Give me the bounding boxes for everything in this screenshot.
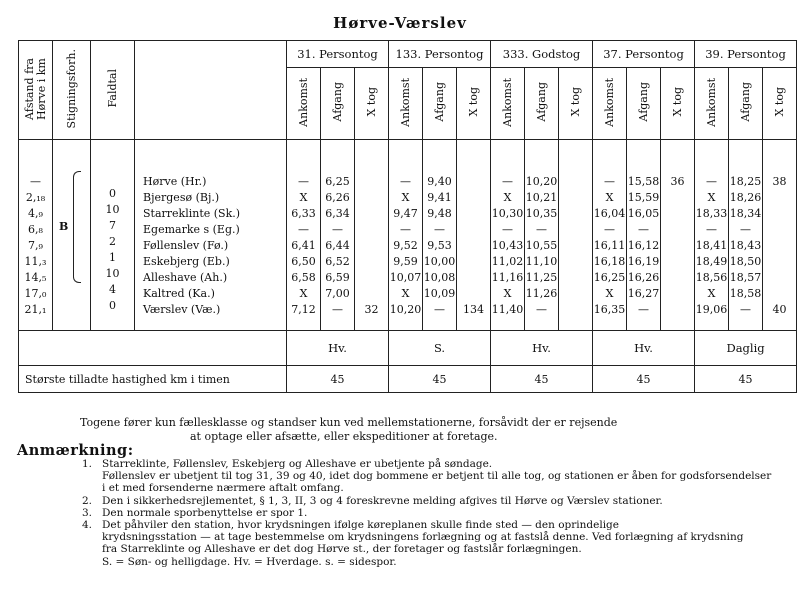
cell-value: [559, 174, 592, 190]
cell-value: 10,43: [491, 239, 524, 252]
t133-xtrain: [457, 140, 491, 331]
cell-value: [763, 190, 796, 206]
cell-value: 6,59: [325, 271, 350, 284]
cell-value: 18,34: [729, 207, 762, 220]
cell-value: —: [706, 223, 718, 236]
cell-value: [661, 190, 694, 206]
cell-value: [457, 254, 490, 270]
cell-value: 10,08: [423, 271, 456, 284]
t333-xtrain: [559, 140, 593, 331]
cell-value: [661, 270, 694, 286]
cell-value: 10: [105, 203, 120, 216]
cell-value: [355, 270, 388, 286]
cell-value: [355, 174, 388, 190]
cell-value: X: [707, 287, 716, 300]
cell-value: 9,53: [427, 239, 452, 252]
t333-arrivals: [491, 140, 525, 331]
cell-value: 9,59: [393, 255, 418, 268]
cell-value: 7,00: [325, 287, 350, 300]
cell-value: [559, 286, 592, 302]
cell-value: X: [503, 287, 512, 300]
cell-value: —: [400, 175, 411, 188]
cell-value: —: [502, 223, 514, 236]
cell-value: [355, 286, 388, 302]
cell-value: —: [706, 175, 718, 188]
cell-value: [559, 206, 592, 222]
cell-value: [661, 238, 694, 254]
cell-value: 6,33: [291, 207, 316, 220]
cell-value: [763, 238, 796, 254]
cell-value: 10,00: [423, 255, 456, 268]
departure-header: Afgang: [729, 68, 763, 140]
cell-value: [661, 206, 694, 222]
timetable: [18, 40, 797, 393]
cell-value: —: [740, 223, 752, 236]
cell-value: [661, 286, 694, 302]
t39-departures: [729, 140, 763, 331]
cell-value: Værslev (Væ.): [143, 303, 221, 316]
gradient-class: B: [59, 220, 69, 233]
cell-value: 4: [109, 283, 116, 296]
cell-value: 9,48: [427, 207, 452, 220]
cell-value: 10,55: [525, 239, 558, 252]
cell-value: 10: [105, 267, 120, 280]
train-37-header: 37. Persontog: [593, 41, 695, 68]
cell-value: X: [503, 191, 512, 204]
gradient-column: [91, 140, 135, 331]
cell-value: —: [604, 175, 616, 188]
speed-label: Største tilladte hastighed km i timen: [19, 366, 287, 393]
t31-departures: [321, 140, 355, 331]
cell-value: [457, 286, 490, 302]
t37-xtrain: [661, 140, 695, 331]
xtrain-header: X tog: [661, 68, 695, 140]
cell-value: [559, 190, 592, 206]
xtrain-header: X tog: [355, 68, 389, 140]
speed-cell: 45: [593, 366, 695, 393]
cell-value: —: [434, 223, 445, 236]
cell-value: 6,25: [325, 175, 350, 188]
cell-value: 18,50: [729, 255, 762, 268]
t37-arrivals: [593, 140, 627, 331]
cell-value: 6,58: [291, 271, 316, 284]
distance-column: [19, 140, 53, 331]
note-line: 3. Den normale sporbenyttelse er spor 1.: [82, 506, 308, 519]
cell-value: 38: [772, 175, 787, 188]
days-cell: S.: [389, 331, 491, 366]
t333-departures: [525, 140, 559, 331]
train-133-header: 133. Persontog: [389, 41, 491, 68]
cell-value: 2: [109, 235, 116, 248]
note-line: fra Starreklinte og Alleshave er det dog Hørve st., der foretager og fastslår forlægningen.: [102, 543, 582, 556]
cell-value: 14,₅: [24, 271, 47, 284]
cell-value: [457, 174, 490, 190]
cell-value: [559, 238, 592, 254]
cell-value: 0: [109, 299, 116, 312]
speed-cell: 45: [287, 366, 389, 393]
cell-value: 9,52: [393, 239, 418, 252]
note-line: i et med forsenderne nærmere aftalt omfang.: [102, 482, 344, 495]
cell-value: 18,33: [695, 207, 728, 220]
cell-value: [355, 190, 388, 206]
cell-value: —: [332, 303, 343, 316]
cell-value: 15,58: [627, 175, 660, 188]
cell-value: 18,57: [729, 271, 762, 284]
speed-cell: 45: [491, 366, 593, 393]
cell-value: —: [298, 223, 309, 236]
t133-arrivals: [389, 140, 423, 331]
arrival-header: Ankomst: [695, 68, 729, 140]
departure-header: Afgang: [627, 68, 661, 140]
cell-value: 10,21: [525, 191, 558, 204]
note-line: S. = Søn- og helligdage. Hv. = Hverdage. s. = sidespor.: [102, 555, 397, 568]
gradient-header: Faldtal: [91, 41, 135, 140]
note-line: krydsningsstation — at tage bestemmelse om krydsningens forlægning og at fastslå denne. Ved forlægning af krydsning: [102, 531, 744, 544]
cell-value: 6,₈: [28, 223, 43, 236]
cell-value: 16,25: [593, 271, 626, 284]
notes-list: [82, 458, 787, 568]
cell-value: [355, 254, 388, 270]
cell-value: [457, 206, 490, 222]
cell-value: 6,26: [325, 191, 350, 204]
cell-value: X: [401, 191, 410, 204]
note-line: Føllenslev er ubetjent til tog 31, 39 og 40, idet dog bommene er betjent til alle tog, og stationen er åben for godsforsendelser: [102, 470, 772, 483]
cell-value: X: [401, 287, 410, 300]
cell-value: 1: [109, 251, 116, 264]
cell-value: 11,25: [525, 271, 558, 284]
cell-value: [457, 270, 490, 286]
cell-value: Eskebjerg (Eb.): [143, 255, 230, 268]
arrival-header: Ankomst: [287, 68, 321, 140]
arrival-header: Ankomst: [491, 68, 525, 140]
cell-value: 134: [463, 303, 484, 316]
cell-value: 15,59: [627, 191, 660, 204]
cell-value: Egemarke s (Eg.): [143, 223, 240, 236]
cell-value: 6,52: [325, 255, 350, 268]
cell-value: X: [605, 287, 614, 300]
cell-value: —: [332, 223, 343, 236]
cell-value: [355, 206, 388, 222]
cell-value: 18,58: [729, 287, 762, 300]
t39-arrivals: [695, 140, 729, 331]
cell-value: 11,10: [525, 255, 558, 268]
signal-column: [53, 140, 91, 331]
xtrain-header: X tog: [763, 68, 797, 140]
cell-value: 11,16: [491, 271, 524, 284]
cell-value: —: [638, 303, 650, 316]
cell-value: X: [605, 191, 614, 204]
cell-value: —: [30, 175, 41, 188]
cell-value: [763, 206, 796, 222]
cell-value: 10,20: [389, 303, 422, 316]
cell-value: X: [299, 191, 308, 204]
brace: [73, 171, 81, 283]
cell-value: 10,35: [525, 207, 558, 220]
cell-value: 18,49: [695, 255, 728, 268]
days-cell: Hv.: [287, 331, 389, 366]
notice-line: at optage eller afsætte, eller ekspeditioner at foretage.: [190, 430, 498, 443]
cell-value: 16,12: [627, 239, 660, 252]
cell-value: 18,56: [695, 271, 728, 284]
cell-value: 7,₉: [28, 239, 43, 252]
arrival-header: Ankomst: [593, 68, 627, 140]
signal-header: Stigningsforh.: [53, 41, 91, 140]
note-line: 1. Starreklinte, Føllenslev, Eskebjerg og Alleshave er ubetjente på søndage.: [82, 458, 493, 470]
cell-value: [559, 254, 592, 270]
cell-value: 40: [772, 303, 787, 316]
t31-xtrain: [355, 140, 389, 331]
cell-value: 9,40: [427, 175, 452, 188]
cell-value: 11,26: [525, 287, 558, 300]
days-cell: Hv.: [491, 331, 593, 366]
cell-value: [355, 238, 388, 254]
cell-value: 10,30: [491, 207, 524, 220]
cell-value: [763, 254, 796, 270]
cell-value: [355, 222, 388, 238]
cell-value: 16,11: [593, 239, 626, 252]
cell-value: 11,02: [491, 255, 524, 268]
cell-value: X: [707, 191, 716, 204]
cell-value: 36: [670, 175, 685, 188]
cell-value: 16,26: [627, 271, 660, 284]
xtrain-header: X tog: [559, 68, 593, 140]
page-title: Hørve-Værslev: [333, 14, 467, 32]
note-line: 4. Det påhviler den station, hvor krydsningen ifølge køreplanen skulle finde sted — den oprindelige: [82, 519, 619, 532]
cell-value: 32: [364, 303, 379, 316]
cell-value: 10,07: [389, 271, 422, 284]
cell-value: [559, 302, 592, 318]
cell-value: 7: [109, 219, 116, 232]
days-label-cell: [19, 331, 287, 366]
note-line: 2. Den i sikkerhedsrejlementet, § 1, 3, II, 3 og 4 foreskrevne melding afgives til Hørve og Værslev stationer.: [82, 494, 663, 507]
days-cell: Hv.: [593, 331, 695, 366]
cell-value: —: [638, 223, 650, 236]
t37-departures: [627, 140, 661, 331]
cell-value: 18,41: [695, 239, 728, 252]
departure-header: Afgang: [321, 68, 355, 140]
cell-value: 16,27: [627, 287, 660, 300]
cell-value: 6,44: [325, 239, 350, 252]
cell-value: 0: [109, 187, 116, 200]
cell-value: 6,41: [291, 239, 316, 252]
station-column: [135, 140, 287, 331]
cell-value: Alleshave (Ah.): [143, 271, 228, 284]
notice-line: Togene fører kun fællesklasse og standser kun ved mellemstationerne, forsåvidt der er rejsende: [80, 416, 618, 429]
cell-value: 16,19: [627, 255, 660, 268]
cell-value: 10,09: [423, 287, 456, 300]
cell-value: —: [400, 223, 411, 236]
train-39-header: 39. Persontog: [695, 41, 797, 68]
cell-value: 16,04: [593, 207, 626, 220]
notes-title: Anmærkning:: [17, 442, 134, 459]
station-header: [135, 41, 287, 140]
cell-value: —: [434, 303, 445, 316]
cell-value: —: [740, 303, 752, 316]
cell-value: 18,43: [729, 239, 762, 252]
cell-value: [457, 222, 490, 238]
cell-value: 6,50: [291, 255, 316, 268]
cell-value: X: [299, 287, 308, 300]
t31-arrivals: [287, 140, 321, 331]
xtrain-header: X tog: [457, 68, 491, 140]
cell-value: [559, 270, 592, 286]
cell-value: Kaltred (Ka.): [143, 287, 215, 300]
cell-value: Starreklinte (Sk.): [143, 207, 241, 220]
cell-value: 11,₃: [24, 255, 47, 268]
arrival-header: Ankomst: [389, 68, 423, 140]
cell-value: —: [536, 223, 548, 236]
cell-value: 21,₁: [24, 303, 47, 316]
cell-value: [559, 222, 592, 238]
cell-value: 4,₉: [28, 207, 43, 220]
cell-value: [763, 286, 796, 302]
cell-value: —: [502, 175, 514, 188]
cell-value: —: [536, 303, 548, 316]
cell-value: 18,25: [729, 175, 762, 188]
days-cell: Daglig: [695, 331, 797, 366]
cell-value: 16,05: [627, 207, 660, 220]
departure-header: Afgang: [423, 68, 457, 140]
cell-value: 9,41: [427, 191, 452, 204]
cell-value: [661, 222, 694, 238]
cell-value: 18,26: [729, 191, 762, 204]
departure-header: Afgang: [525, 68, 559, 140]
cell-value: 17,₀: [24, 287, 47, 300]
train-333-header: 333. Godstog: [491, 41, 593, 68]
cell-value: [763, 222, 796, 238]
cell-value: 11,40: [491, 303, 524, 316]
distance-header: Afstand fra Hørve i km: [19, 41, 53, 140]
service-notice: [70, 416, 730, 444]
cell-value: [661, 254, 694, 270]
cell-value: 2,₁₈: [25, 191, 46, 204]
cell-value: —: [604, 223, 616, 236]
train-31-header: 31. Persontog: [287, 41, 389, 68]
cell-value: 16,18: [593, 255, 626, 268]
speed-cell: 45: [389, 366, 491, 393]
cell-value: [457, 190, 490, 206]
cell-value: 19,06: [695, 303, 728, 316]
cell-value: 10,20: [525, 175, 558, 188]
cell-value: 6,34: [325, 207, 350, 220]
cell-value: [661, 302, 694, 318]
cell-value: 9,47: [393, 207, 418, 220]
t39-xtrain: [763, 140, 797, 331]
cell-value: 16,35: [593, 303, 626, 316]
t133-departures: [423, 140, 457, 331]
cell-value: [763, 270, 796, 286]
cell-value: [457, 238, 490, 254]
cell-value: —: [298, 175, 309, 188]
cell-value: Føllenslev (Fø.): [143, 239, 229, 252]
cell-value: Bjergesø (Bj.): [143, 191, 220, 204]
cell-value: Hørve (Hr.): [143, 175, 207, 188]
speed-cell: 45: [695, 366, 797, 393]
cell-value: 7,12: [291, 303, 316, 316]
